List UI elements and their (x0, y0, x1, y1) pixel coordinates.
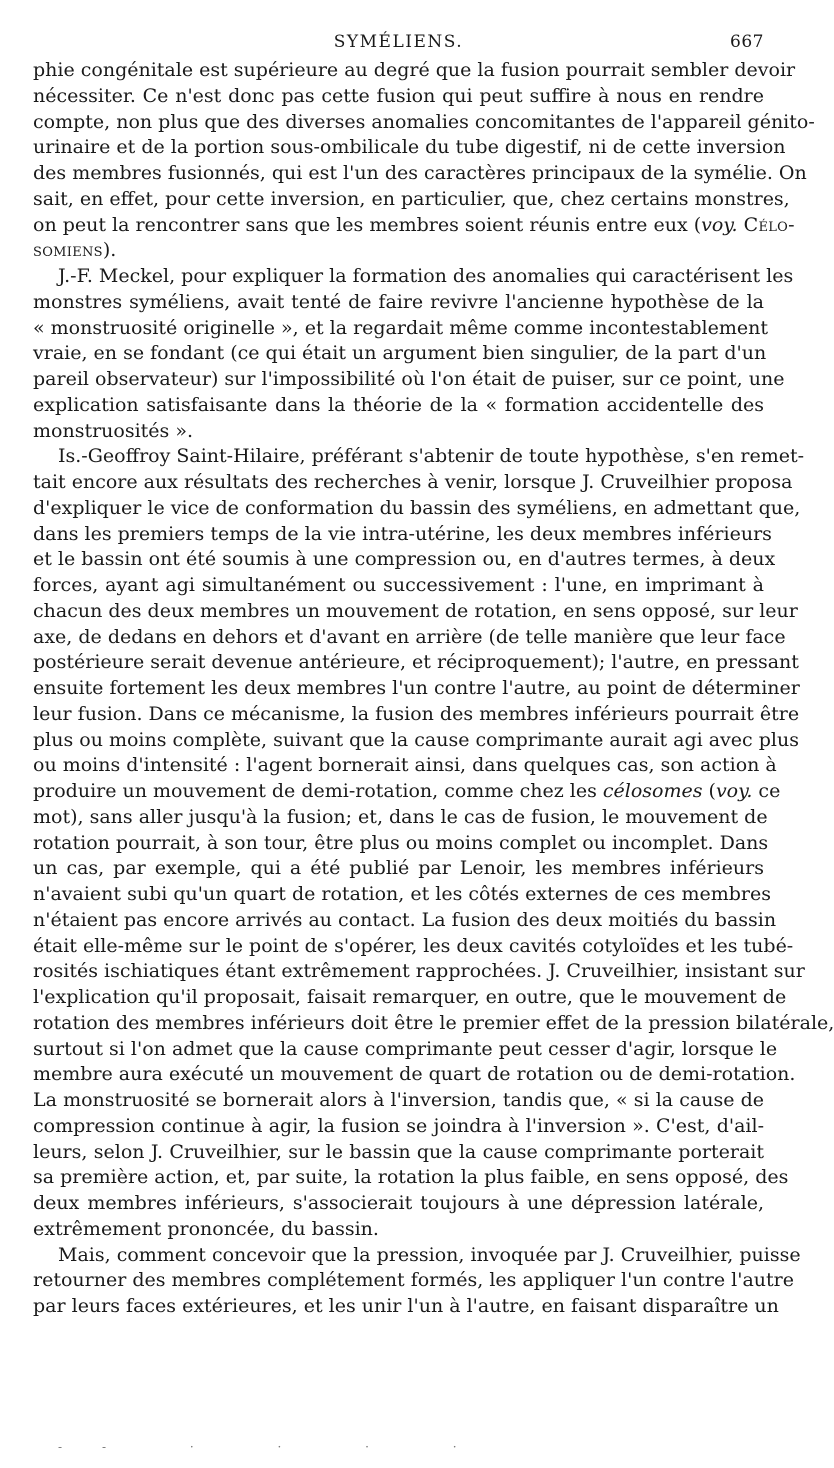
text-line: chacun des deux membres un mouvement de rotation, en sens opposé, sur leur (33, 599, 798, 622)
text-line: Mais, comment concevoir que la pression, invoquée par J. Cruveilhier, puisse (58, 1243, 801, 1266)
text-line: La monstruosité se bornerait alors à l'inversion, tandis que, « si la cause de (33, 1089, 764, 1111)
text-line: monstres syméliens, avait tenté de faire revivre l'ancienne hypothèse de la (33, 290, 764, 313)
text-line: postérieure serait devenue antérieure, et réciproquement); l'autre, en pressant (33, 651, 799, 674)
text-fragment: voy. (715, 780, 753, 802)
text-fragment: produire un mouvement de demi-rotation, comme chez les (33, 780, 603, 802)
text-line: rotation pourrait, à son tour, être plus ou moins complet ou incomplet. Dans (33, 831, 769, 854)
text-line: explication satisfaisante dans la théorie de la « formation accidentelle des (33, 393, 764, 416)
text-fragment: célosomes (602, 780, 703, 802)
text-line: par leurs faces extérieures, et les unir l'un à l'autre, en faisant disparaître un (33, 1295, 779, 1317)
text-line: leur fusion. Dans ce mécanisme, la fusion des membres inférieurs pourrait être (33, 702, 800, 725)
text-line: plus ou moins complète, suivant que la cause comprimante aurait agi avec plus (33, 728, 799, 751)
text-line: extrêmement prononcée, du bassin. (33, 1217, 379, 1240)
text-line: compression continue à agir, la fusion se joindra à l'inversion ». C'est, d'ail- (33, 1114, 764, 1137)
text-line: retourner des membres complétement formés, les appliquer l'un contre l'autre (33, 1269, 794, 1292)
text-line: mot), sans aller jusqu'à la fusion; et, dans le cas de fusion, le mouvement de (33, 805, 768, 828)
text-line: vraie, en se fondant (ce qui était un argument bien singulier, de la part d'un (33, 342, 767, 365)
text-line: et le bassin ont été soumis à une compression ou, en d'autres termes, à deux (33, 548, 776, 571)
text-line: nécessiter. Ce n'est donc pas cette fusion qui peut suffire à nous en rendre (33, 84, 764, 107)
text-line: ensuite fortement les deux membres l'un contre l'autre, au point de déterminer (33, 677, 800, 699)
text-line: axe, de dedans en dehors et d'avant en arrière (de telle manière que leur face (33, 625, 786, 648)
page-header (33, 30, 764, 58)
body-text (33, 58, 834, 1320)
text-line: un cas, par exemple, qui a été publié par Lenoir, les membres inférieurs (33, 857, 764, 880)
text-line: dans les premiers temps de la vie intra-utérine, les deux membres inférieurs (33, 522, 772, 545)
text-line: Is.-Geoffroy Saint-Hilaire, préférant s'abtenir de toute hypothèse, s'en remet- (58, 445, 805, 468)
text-fragment: Célo- (743, 213, 795, 236)
text-line: J.-F. Meckel, pour expliquer la formation des anomalies qui caractérisent les (58, 265, 794, 287)
text-line: l'explication qu'il proposait, faisait remarquer, en outre, que le mouvement de (33, 986, 787, 1008)
page-number: 667 (730, 32, 764, 52)
text-line: tait encore aux résultats des recherches à venir, lorsque J. Cruveilhier proposa (33, 471, 793, 493)
text-line (33, 779, 781, 805)
text-line: surtout si l'on admet que la cause comprimante peut cesser d'agir, lorsque le (33, 1037, 778, 1060)
text-line: phie congénitale est supérieure au degré que la fusion pourrait sembler devoir (33, 59, 796, 81)
text-line: compte, non plus que des diverses anomalies concomitantes de l'appareil génito- (33, 110, 815, 133)
text-line: était elle-même sur le point de s'opérer, les deux cavités cotyloïdes et les tubé- (33, 934, 794, 957)
text-line: monstruosités ». (33, 419, 193, 442)
text-line: urinaire et de la portion sous-ombilicale du tube digestif, ni de cette inversion (33, 136, 786, 159)
text-line: d'expliquer le vice de conformation du bassin des syméliens, en admettant que, (33, 496, 801, 519)
running-head: SYMÉLIENS. (333, 32, 464, 52)
text-line: des membres fusionnés, qui est l'un des caractères principaux de la symélie. On (33, 162, 807, 184)
text-line: membre aura exécuté un mouvement de quart de rotation ou de demi-rotation. (33, 1063, 796, 1086)
book-page (33, 30, 834, 1320)
text-line: sa première action, et, par suite, la rotation la plus faible, en sens opposé, des (33, 1166, 789, 1189)
text-fragment: somiens (33, 239, 103, 262)
text-line: forces, ayant agi simultanément ou successivement : l'une, en imprimant à (33, 574, 764, 596)
text-line: rosités ischiatiques étant extrêmement rapprochées. J. Cruveilhier, insistant sur (33, 960, 805, 983)
text-fragment: ( (702, 780, 716, 802)
text-line (33, 213, 795, 239)
print-marks: -- · · · · (58, 1440, 497, 1454)
text-line: pareil observateur) sur l'impossibilité où l'on était de puiser, sur ce point, une (33, 368, 785, 390)
text-line: « monstruosité originelle », et la regardait même comme incontestablement (33, 316, 769, 339)
text-fragment: on peut la rencontrer sans que les membres soient réunis entre eux ( (33, 213, 702, 236)
text-fragment: voy. (701, 213, 738, 236)
text-fragment: ). (102, 239, 117, 262)
text-line: sait, en effet, pour cette inversion, en particulier, que, chez certains monstres, (33, 187, 790, 210)
text-line (33, 238, 764, 264)
text-line: rotation des membres inférieurs doit être le premier effet de la pression bilatérale, (33, 1011, 834, 1034)
text-line: leurs, selon J. Cruveilhier, sur le bassin que la cause comprimante porterait (33, 1140, 764, 1163)
text-line: n'étaient pas encore arrivés au contact. La fusion des deux moitiés du bassin (33, 908, 777, 931)
text-fragment: ce (752, 780, 781, 802)
text-line: deux membres inférieurs, s'associerait toujours à une dépression latérale, (33, 1192, 764, 1214)
text-line: n'avaient subi qu'un quart de rotation, et les côtés externes de ces membres (33, 883, 771, 905)
text-line: ou moins d'intensité : l'agent bornerait ainsi, dans quelques cas, son action à (33, 754, 777, 777)
